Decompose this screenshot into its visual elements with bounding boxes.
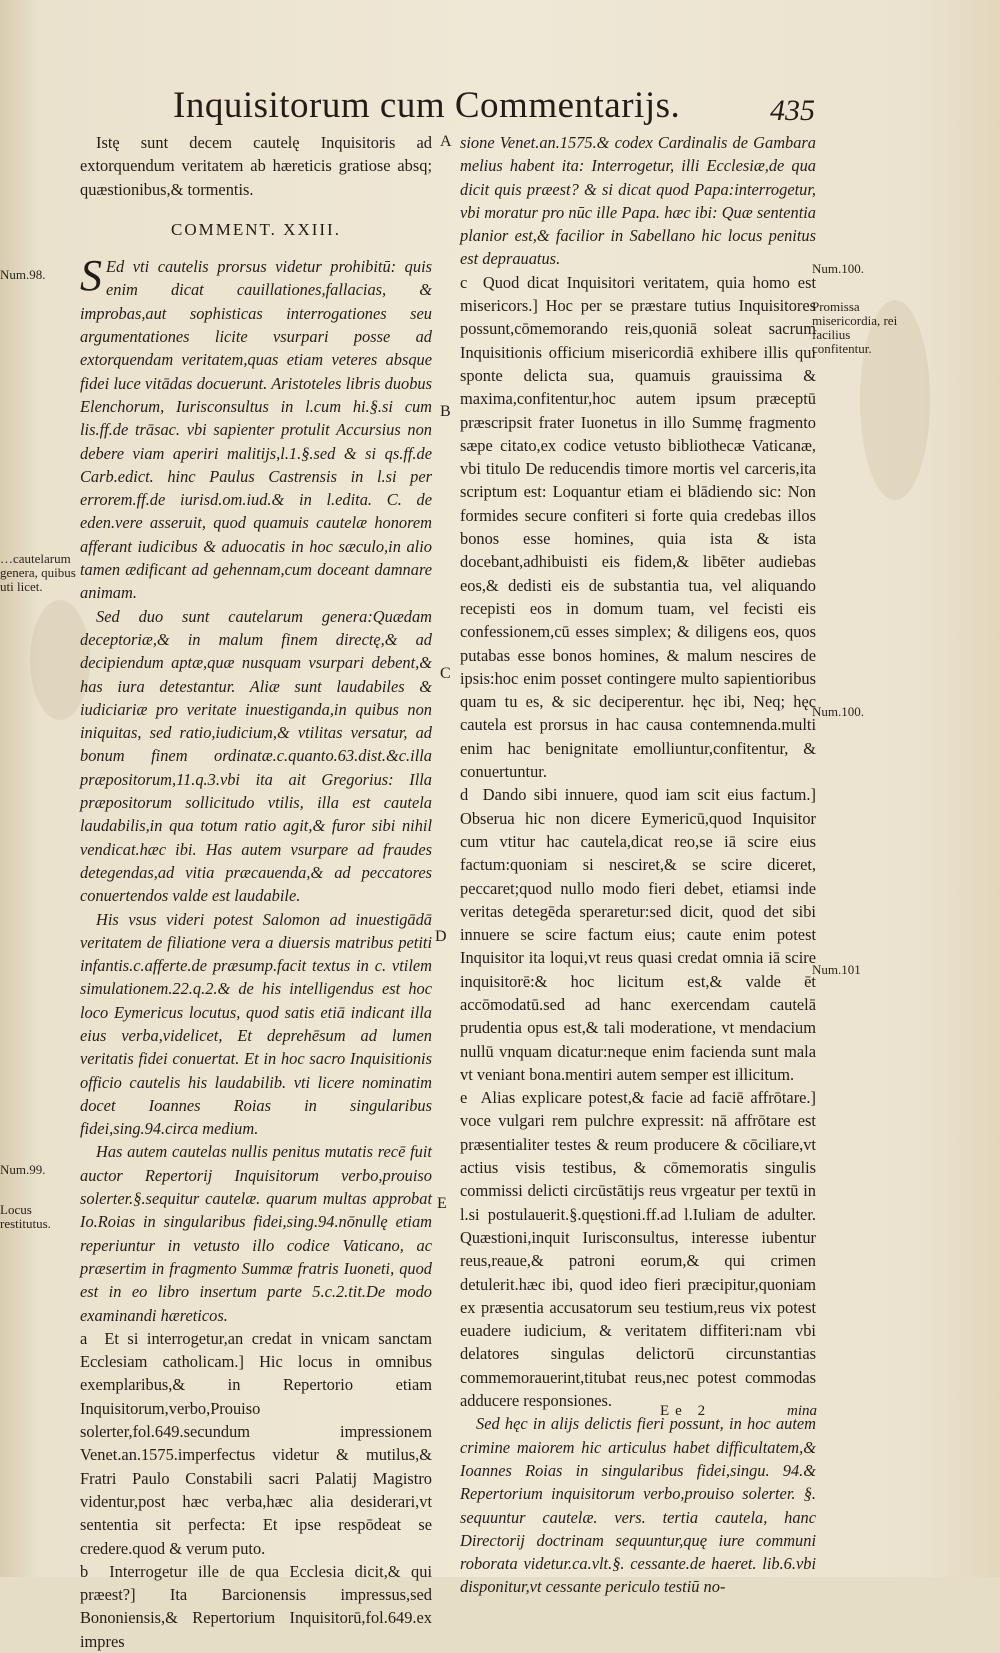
section-marker-b: B bbox=[440, 403, 451, 420]
page-number: 435 bbox=[770, 94, 815, 127]
note-b-letter: b bbox=[80, 1561, 89, 1581]
note-d-letter: d bbox=[460, 785, 469, 805]
note-e-letter: e bbox=[460, 1088, 468, 1108]
note-d bbox=[460, 783, 816, 1086]
right-paragraph-1: sione Venet.an.1575.& codex Cardinalis de Gambara melius habent ita: Interrogetur, illi Ecclesiæ,de qua dicit quis præest? & si dicat quod Papa:interrogetur, vbi moratur pro nūc ille Papa. hæc ibi: Quæ sententia planior est,& facilior in Sabellano hic locus penitus est deprauatus. bbox=[460, 133, 816, 269]
drop-cap: S bbox=[80, 251, 102, 301]
paragraph-3: His vsus videri potest Salomon ad inuestigādā veritatem de filiatione vera a diuersis matribus petiti infantis.c.afferte.de præsump.facit textus in c. vtilem simulationem.22.q.2.& de his intelligendus est hoc loco Eymericus locutus, quod satis etiā indicant illa eius verba,videlicet, Et deprehēsum ad lumen veritatis fidei conuertat. Et in hoc sacro Inquisitionis officio cautelis his laudabilib. vti licere nominatim docet Ioannes Roias in singularibus fidei,sing.94.circa medium. bbox=[80, 909, 432, 1139]
margin-note-num101: Num.101 bbox=[812, 962, 861, 977]
catchword: mina bbox=[787, 1403, 817, 1419]
margin-note-num99: Num.99. bbox=[0, 1162, 46, 1177]
section-marker-e: E bbox=[437, 1195, 447, 1212]
margin-note-genera: …cautelarum genera, quibus uti licet. bbox=[0, 551, 76, 594]
paragraph-2 bbox=[80, 605, 432, 908]
note-b bbox=[80, 1560, 432, 1653]
left-column bbox=[80, 131, 432, 1653]
paragraph-4: Has autem cautelas nullis penitus mutatis recē fuit auctor Repertorij Inquisitorum verbo,prouiso solerter.§.sequitur cautelæ. quarum multas approbat Io.Roias in singularibus fidei,sing.94.nōnullę etiam reperiuntur in vetusto illo codice Vaticano, ac præsertim in fragmento Summæ fratris Iuoneti, quod est in eo libro insertum parte 5.c.2.tit.De modo examinandi hæreticos. bbox=[80, 1142, 432, 1325]
note-e bbox=[460, 1086, 816, 1412]
signature-mark: Ee 2 bbox=[660, 1403, 712, 1419]
right-column bbox=[460, 131, 816, 1599]
paragraph-1-text: Ed vti cautelis prorsus videtur prohibitū: quis enim dicat cauillationes,fallacias, & improbas,aut sophisticas interrogationes seu argumentationes licite vsurpari posse ad extorquendam veritatem,quas etiam veteres absque fidei luce vitādas docuerunt. Aristoteles libris duobus Elenchorum, Iurisconsultus in l.cum hi.§.si cum lis.ff.de trāsac. vbi sapienter protulit Accursius non debere viam aperiri malitijs,l.1.§.sed & si qs.ff.de Carb.edict. hinc Paulus Castrensis in l.si per errorem.ff.de iurisd.om.iud.& in l.edita. C. de eden.vere asseruit, quod quamuis cautelæ honorem afferant iudicibus & aduocatis in hoc sæculo,in alio tamen ædificant ad gehennam,cum doceant damnare animam. bbox=[80, 257, 432, 603]
note-c-text: Quod dicat Inquisitori veritatem, quia homo est misericors.] Hoc per se præstare tutius Inquisitores possunt,cōmemorando reis,quoniā soleat sacrum Inquisitionis officium misericordiā exhibere illis qui sponte delicta sua, quamuis grauissima & maxima,confitentur,hoc autem ipsum præceptū præscripsit frater Iuonetus in illo Summę fragmento sæpe citato,ex codice vetusto bibliothecæ Vaticanæ, vbi titulo De reducendis timore mortis vel carceris,ita scriptum est: Loquantur etiam ei blādiendo sic: Non formides secure confiteri si forte quia credebas illos bonos esse homines, quia ista & ista docebant,adhibuisti eis fidem,& libēter audiebas eos,& dedisti eis de substantia tua, vel aliquando recepisti eos in domum tuam, vel fecisti eis confessionem,cū esses simplex; & diligens eos, quos putabas esse bonos homines, & malum nescires de ipsis:hoc enim posset contingere multo sapientioribus quam tu es, & sic deciperentur. hęc ibi, Neq; hęc cautela est prorsus in hac causa contemnenda.multi enim hac benignitate emolliuntur,confitentur, & conuertuntur. bbox=[460, 272, 816, 782]
intro-paragraph: Istę sunt decem cautelę Inquisitoris ad extorquendum veritatem ab hæreticis gratiose absq; quæstionibus,& tormentis. bbox=[80, 133, 432, 199]
page-header-title: Inquisitorum cum Commentarijs. bbox=[173, 85, 681, 126]
section-marker-d: D bbox=[435, 928, 447, 945]
margin-note-misericordia: Promissa misericordia, rei facilius confitentur. bbox=[812, 299, 898, 356]
margin-note-num98: Num.98. bbox=[0, 267, 46, 282]
note-c-letter: c bbox=[460, 272, 468, 292]
note-a bbox=[80, 1327, 432, 1560]
note-e-text: Alias explicare potest,& facie ad faciē affrōtare.] voce vulgari rem pulchre expressit: nā affrōtare est præsentialiter testes & reum producere & cōciliare,vt actius visis testibus, & cōmemoratis singulis commissi delicti circūstātijs reus vrgeatur per textū in l.si postulauerit.§.quęstioni.ff.ad l.Iuliam de adulter. Quæstioni,inquit Iurisconsultus, interesse iubentur reus,reaue,& patroni eorum,& qui crimen detulerit.hæc ibi, quod ideo fieri præcipitur,quoniam ex præsentia accusatorum seu testium,reus vix potest euadere iudicium, & veritatem diffiteri:nam vbi delatores singulas delictorū circunstantias commemorauerint,titubat reus,nec potest commodas adducere responsiones. bbox=[460, 1088, 816, 1411]
note-a-text: Et si interrogetur,an credat in vnicam sanctam Ecclesiam catholicam.] Hic locus in omnibus exemplaribus,& in Repertorio etiam Inquisitorum,verbo,Prouiso solerter,fol.649.secundum impressionem Venet.an.1575.imperfectus videtur & mutilus,& Fratri Paulo Constabili sacri Palatij Magistro videntur,post hæc verba,hæc alia desiderari,vt sententia sit perfecta: Et ipse respōdeat se credere.quod & verum puto. bbox=[80, 1328, 432, 1558]
paragraph-2-text: Quædam deceptoriæ,& in malum finem directę,& ad decipiendum aptæ,quæ nusquam vsurpari debent,& has iura detestantur. Aliæ sunt laudabiles & iudiciariæ pro veritate inuestiganda,in quibus non iniquitas, sed ratio,iudicium,& vtilitas versatur, ad bonum finem ordinatæ.c.quanto.63.dist.&c.illa præpositorum,11.q.3.vbi ita ait Gregorius: Illa præpositorum sollicitudo vtilis, illa est cautela laudabilis,in qua totum ratio agit,& furor sibi nihil vendicat.hæc ibi. Has autem vsurpare ad fraudes detegendas,ad vitia præcauenda,& ad peccatores conuertendos valde est laudabile. bbox=[80, 606, 432, 906]
section-marker-c: C bbox=[440, 665, 451, 682]
note-c bbox=[460, 271, 816, 784]
margin-note-locus: Locus restitutus. bbox=[0, 1202, 51, 1231]
section-marker-a: A bbox=[440, 133, 452, 150]
note-d-text: Dando sibi innuere, quod iam scit eius factum.] Obserua hic non dicere Eymericū,quod Inquisitor cum vtitur hac cautela,dicat reo,se iā scire eius factum:quoniam si nesciret,& se scire diceret, peccaret;quod nullo modo fieri debet, etiamsi inde veritas detegēda speraretur:sed dicit, quod det sibi innuere se scire factum eius; caute enim potest Inquisitor ita loqui,vt reus quasi credat omnia iā scire inquisitorē:& hoc licitum est,& valde ēt accōmodatū.sed ad hanc exercendam cautelā prudentia opus est,& tali moderatione, vt mendacium nullū vnquam dicatur:neque enim facienda sunt mala vt veniant bona.mentiri autem semper est illicitum. bbox=[460, 785, 816, 1084]
note-b-text: Interrogetur ille de qua Ecclesia dicit,& qui præest?] Ita Barcionensis impressus,sed Bononiensis,& Repertorium Inquisitorū,fol.649.ex impres bbox=[80, 1561, 432, 1651]
margin-note-num100a: Num.100. bbox=[812, 261, 864, 276]
right-paragraph-last: Sed hęc in alijs delictis fieri possunt, in hoc autem crimine maiorem hic articulus habet difficultatem,& Ioannes Roias in singularibus fidei,singu. 94.& Repertorium inquisitorum verbo,prouiso solerter. §. sequuntur cautelæ. vers. tertia cautela, hanc Directorij doctrinam sequuntur,quę iure communi roborata videtur.ca.vlt.§. cessante.de haeret. lib.6.vbi disponitur,vt cessante periculo testiū no- bbox=[460, 1414, 816, 1597]
margin-note-num100b: Num.100. bbox=[812, 704, 864, 719]
note-a-letter: a bbox=[80, 1328, 88, 1348]
comment-heading: COMMENT. XXIII. bbox=[171, 219, 341, 239]
paragraph-2-lead: Sed duo sunt cautelarum genera: bbox=[96, 606, 373, 626]
paragraph-1 bbox=[80, 251, 432, 604]
